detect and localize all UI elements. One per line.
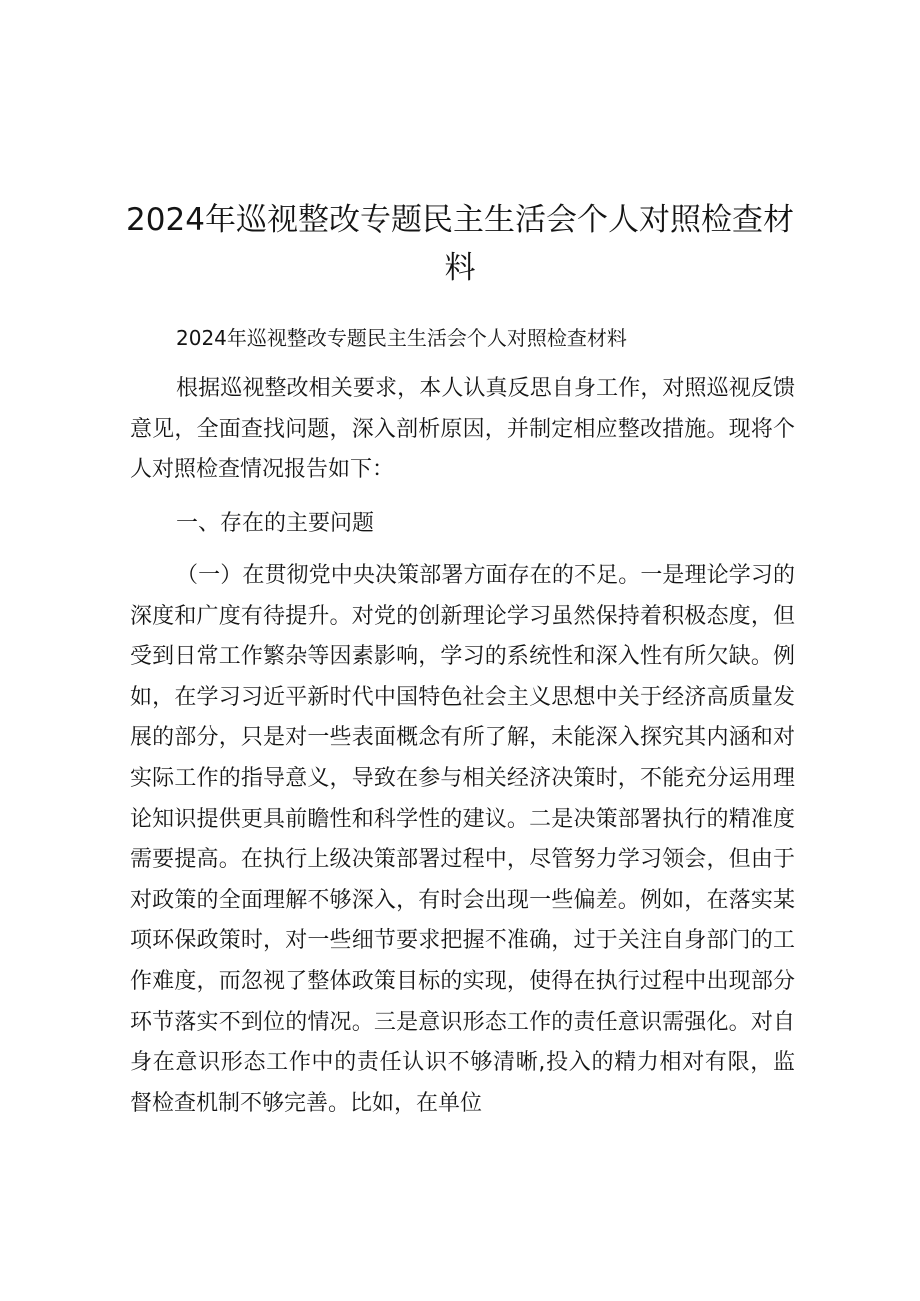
- document-subtitle: 2024年巡视整改专题民主生活会个人对照检查材料: [176, 326, 627, 350]
- section-heading: 一、存在的主要问题: [176, 511, 375, 536]
- body-paragraph: （一）在贯彻党中央决策部署方面存在的不足。一是理论学习的深度和广度有待提升。对党的创新理论学习虽然保持着积极态度，但受到日常工作繁杂等因素影响，学习的系统性和深入性有所欠缺。例如，在学习习近平新时代中国特色社会主义思想中关于经济高质量发展的部分，只是对一些表面概念有所了解，未能深入探究其内涵和对实际工作的指导意义，导致在参与相关经济决策时，不能充分运用理论知识提供更具前瞻性和科学性的建议。二是决策部署执行的精准度需要提高。在执行上级决策部署过程中，尽管努力学习领会，但由于对政策的全面理解不够深入，有时会出现一些偏差。例如，在落实某项环保政策时，对一些细节要求把握不准确，过于关注自身部门的工作难度，而忽视了整体政策目标的实现，使得在执行过程中出现部分环节落实不到位的情况。三是意识形态工作的责任意识需强化。对自身在意识形态工作中的责任认识不够清晰,投入的精力相对有限，监督检查机制不够完善。比如，在单位: [130, 563, 795, 1116]
- document-title: 2024年巡视整改专题民主生活会个人对照检查材料: [126, 202, 794, 286]
- intro-paragraph: 根据巡视整改相关要求，本人认真反思自身工作，对照巡视反馈意见，全面查找问题，深入剖析原因，并制定相应整改措施。现将个人对照检查情况报告如下：: [130, 376, 795, 483]
